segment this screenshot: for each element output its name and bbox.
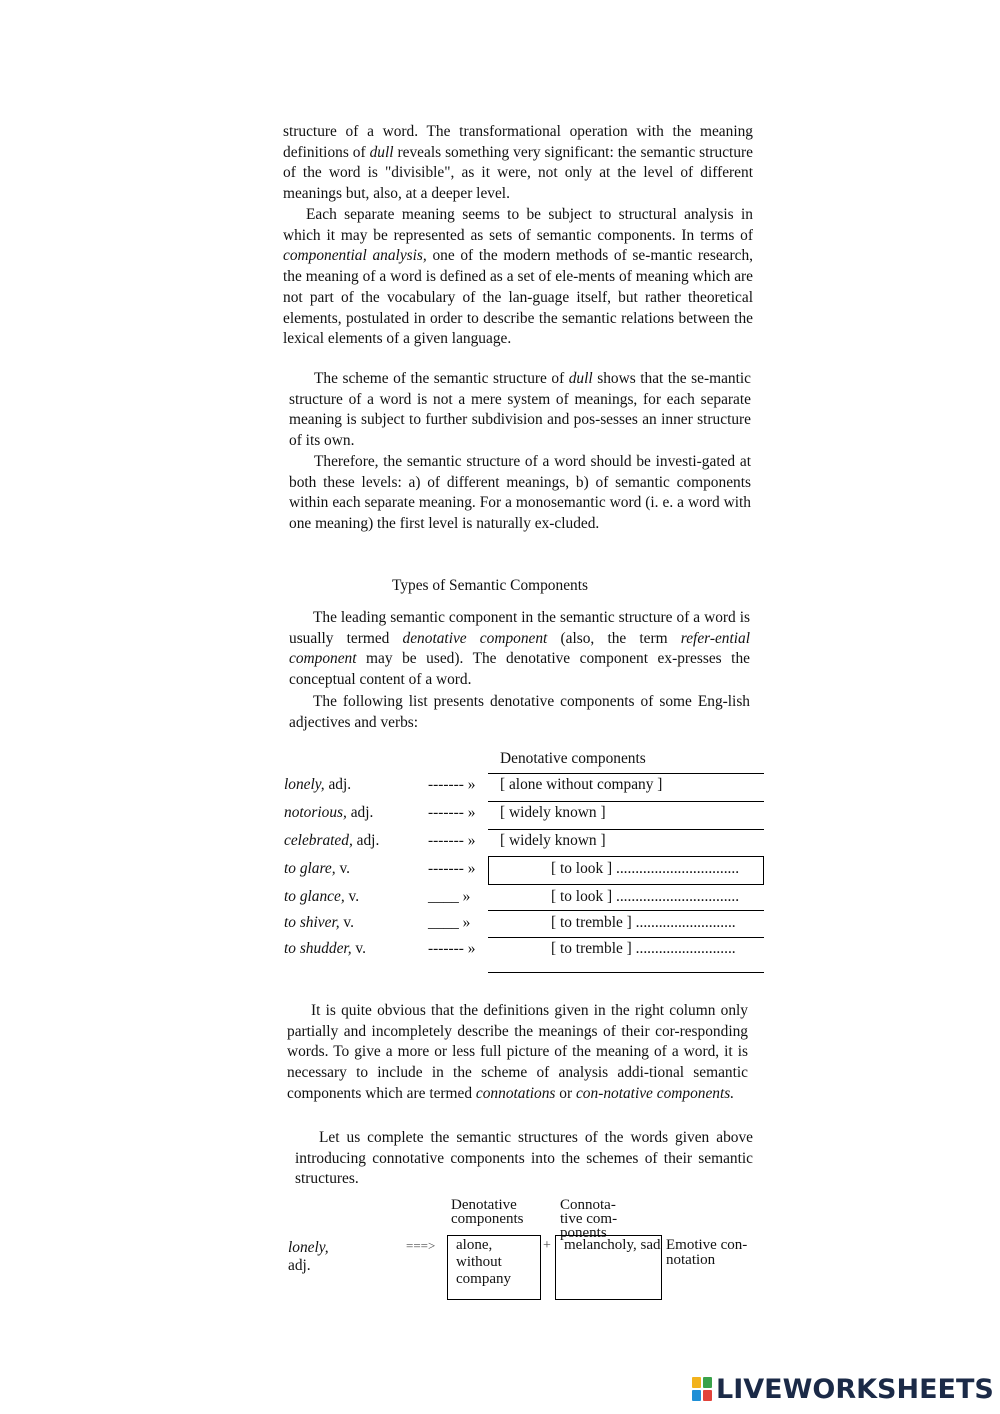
table-row <box>284 804 764 828</box>
paragraph-3: The scheme of the semantic structure of dull shows that the se-mantic structure of a word is not a mere system of meanings, for each separate meaning is subject to further subdivision and pos-sesses an inner structure of its own. <box>289 370 751 450</box>
table-rule <box>488 829 764 830</box>
table-row <box>284 860 764 884</box>
connotation-type-label: Emotive con-notation <box>666 1237 748 1268</box>
paragraph-6: The following list presents denotative components of some Eng-lish adjectives and verbs: <box>289 693 750 731</box>
paragraph-5: The leading semantic component in the semantic structure of a word is usually termed denotative component (also, the term refer-ential component may be used). The denotative component ex-presses the conceptual content of a word. <box>289 609 751 689</box>
table-header: Denotative components <box>500 750 646 767</box>
logo-text: LIVEWORKSHEETS <box>716 1373 994 1405</box>
row-component: [ widely known ] <box>500 804 606 821</box>
row-word: to shiver, v. <box>284 914 354 931</box>
denotative-label: Denotative components <box>451 1197 524 1227</box>
row-component: [ to tremble ] .......................... <box>551 940 736 957</box>
table-row <box>284 914 764 938</box>
logo-mark-icon <box>692 1377 712 1401</box>
liveworksheets-logo <box>692 1374 994 1404</box>
table-row <box>284 940 764 964</box>
table-rule <box>488 910 764 911</box>
row-component: [ to look ] ................................ <box>551 860 740 877</box>
denotative-components-table <box>284 748 764 978</box>
section-heading: Types of Semantic Components <box>392 577 588 594</box>
table-rule <box>488 801 764 802</box>
row-arrow: ____ » <box>428 914 471 931</box>
table-row <box>284 832 764 856</box>
paragraph-8: Let us complete the semantic structures of the words given above introducing connotative components into the schemes of their semantic structures. <box>295 1129 753 1188</box>
row-arrow: ------- » <box>428 860 476 877</box>
table-row <box>284 888 764 912</box>
paragraph-2: Each separate meaning seems to be subject to structural analysis in which it may be represented as sets of semantic components. In terms of componential analysis, one of the modern methods of se-mantic research, the meaning of a word is defined as a set of ele-ments of meaning which are not part of the vocabulary of the lan-guage itself, but rather theoretical elements, postulated in order to describe the semantic relations between the lexical elements of a given language. <box>283 206 753 348</box>
table-rule <box>488 884 764 885</box>
row-word: to shudder, v. <box>284 940 366 957</box>
table-row <box>284 776 764 800</box>
row-component: [ widely known ] <box>500 832 606 849</box>
plus-sign: + <box>543 1238 551 1253</box>
table-rule <box>488 773 764 774</box>
scheme-word: lonely, adj. <box>288 1239 329 1274</box>
table-rule <box>488 937 764 938</box>
paragraph-7: It is quite obvious that the definitions given in the right column only partially and incompletely describe the meanings of their cor-responding words. To give a more or less full picture of the meaning of a word, it is necessary to include in the scheme of analysis addi-tional semantic components which are termed connotations or con-notative components. <box>287 1002 748 1102</box>
double-arrow-icon: ===> <box>406 1238 436 1253</box>
connotative-value-box: melancholy, sad <box>555 1235 662 1300</box>
row-word: notorious, adj. <box>284 804 374 821</box>
row-word: lonely, adj. <box>284 776 352 793</box>
row-component: [ to look ] ................................ <box>551 888 740 905</box>
denotative-value-box: alone, without company <box>447 1235 541 1300</box>
paragraph-1: structure of a word. The transformational operation with the meaning definitions of dull reveals something very significant: the semantic structure of the word is "divisible", as it were, not only at the level of different meanings but, also, at a deeper level. <box>283 123 753 203</box>
row-word: to glare, v. <box>284 860 350 877</box>
row-word: to glance, v. <box>284 888 360 905</box>
connotative-label: Connota-tive com-ponents <box>560 1197 618 1241</box>
row-arrow: ------- » <box>428 776 476 793</box>
row-component: [ to tremble ] .......................... <box>551 914 736 931</box>
row-arrow: ------- » <box>428 832 476 849</box>
row-arrow: ------- » <box>428 940 476 957</box>
row-arrow: ------- » <box>428 804 476 821</box>
table-rule <box>488 972 764 973</box>
paragraph-4: Therefore, the semantic structure of a word should be investi-gated at both these levels: a) of different meanings, b) of semantic components within each separate meaning. For a monosemantic word (i. e. a word with one meaning) the first level is naturally ex-cluded. <box>289 453 751 533</box>
row-word: celebrated, adj. <box>284 832 380 849</box>
row-component: [ alone without company ] <box>500 776 663 793</box>
table-rule <box>488 856 764 857</box>
row-arrow: ____ » <box>428 888 471 905</box>
